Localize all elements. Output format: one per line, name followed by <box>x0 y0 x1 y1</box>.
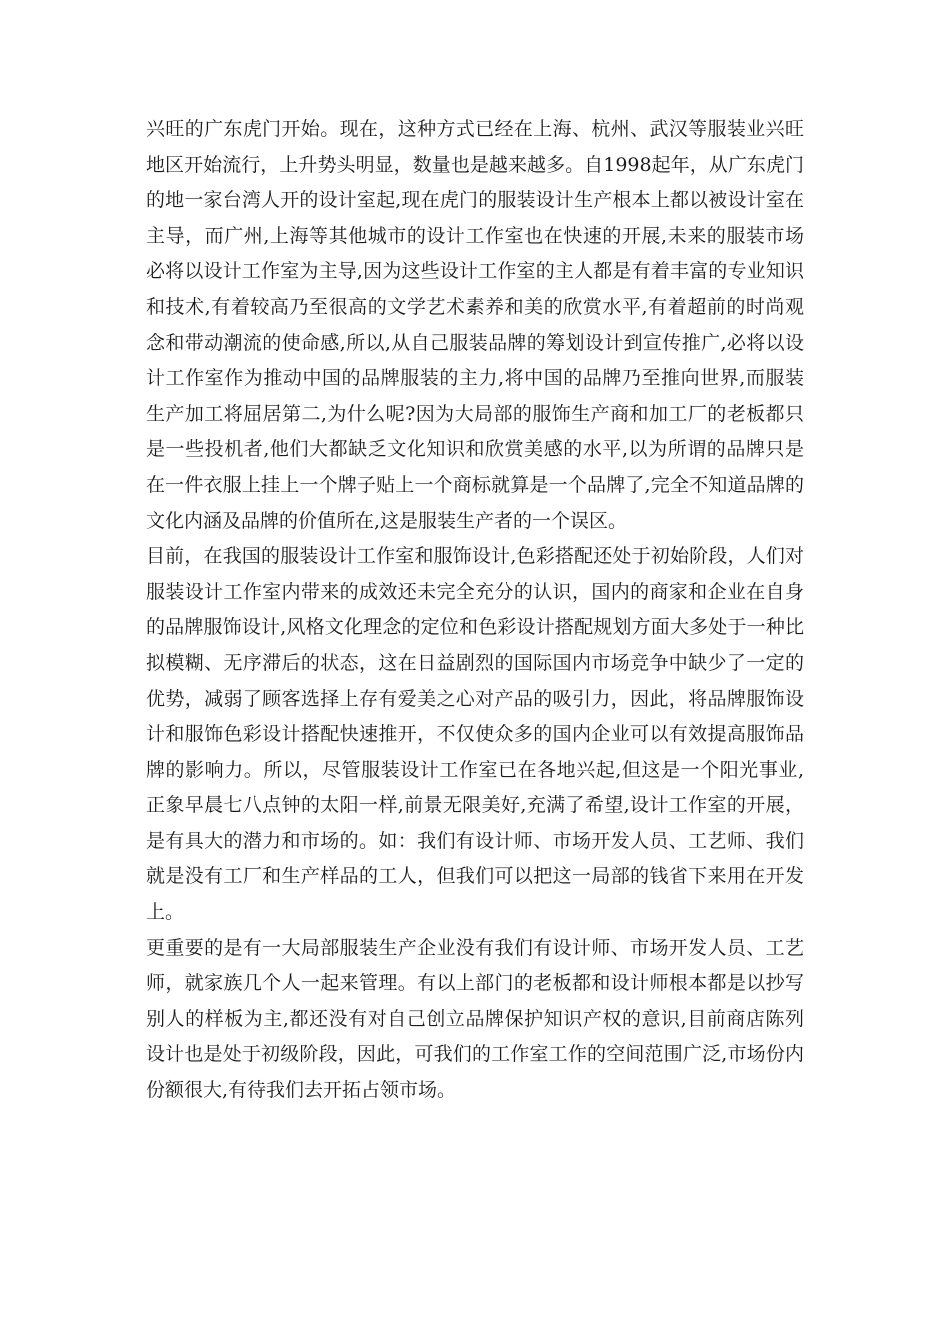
paragraph-3: 更重要的是有一大局部服装生产企业没有我们有设计师、市场开发人员、工艺师，就家族几个人一起来管理。有以上部门的老板都和设计师根本都是以抄写别人的样板为主,都还没有对自己创立品牌保护知识产权的意识,目前商店陈列设计也是处于初级阶段，因此，可我们的工作室工作的空间范围广泛,市场份内份额很大,有待我们去开拓占领市场。 <box>146 936 804 1102</box>
paragraph-1: 兴旺的广东虎门开始。现在，这种方式已经在上海、杭州、武汉等服装业兴旺地区开始流行，上升势头明显，数量也是越来越多。自1998起年，从广东虎门的地一家台湾人开的设计室起,现在虎门的服装设计生产根本上都以被设计室在主导，而广州,上海等其他城市的设计工作室也在快速的开展,未来的服装市场必将以设计工作室为主导,因为这些设计工作室的主人都是有着丰富的专业知识和技术,有着较高乃至很高的文学艺术素养和美的欣赏水平,有着超前的时尚观念和带动潮流的使命感,所以,从自己服装品牌的筹划设计到宣传推广,必将以设计工作室作为推动中国的品牌服装的主力,将中国的品牌乃至推向世界,而服装生产加工将屈居第二,为什么呢?因为大局部的服饰生产商和加工厂的老板都只是一些投机者,他们大都缺乏文化知识和欣赏美感的水平,以为所谓的品牌只是在一件衣服上挂上一个牌子贴上一个商标就算是一个品牌了,完全不知道品牌的文化内涵及品牌的价值所在,这是服装生产者的一个误区。 <box>146 118 804 532</box>
paragraph-2: 目前，在我国的服装设计工作室和服饰设计,色彩搭配还处于初始阶段，人们对服装设计工作室内带来的成效还未完全充分的认识，国内的商家和企业在自身的品牌服饰设计,风格文化理念的定位和色彩设计搭配规划方面大多处于一种比拟模糊、无序滞后的状态，这在日益剧烈的国际国内市场竞争中缺少了一定的优势，减弱了顾客选择上存有爱美之心对产品的吸引力，因此，将品牌服饰设计和服饰色彩设计搭配快速推开，不仅使众多的国内企业可以有效提高服饰品牌的影响力。所以，尽管服装设计工作室已在各地兴起,但这是一个阳光事业,正象早晨七八点钟的太阳一样,前景无限美好,充满了希望,设计工作室的开展，是有具大的潜力和市场的。如：我们有设计师、市场开发人员、工艺师、我们就是没有工厂和生产样品的工人，但我们可以把这一局部的钱省下来用在开发上。 <box>146 545 804 924</box>
document-body <box>146 112 804 1109</box>
